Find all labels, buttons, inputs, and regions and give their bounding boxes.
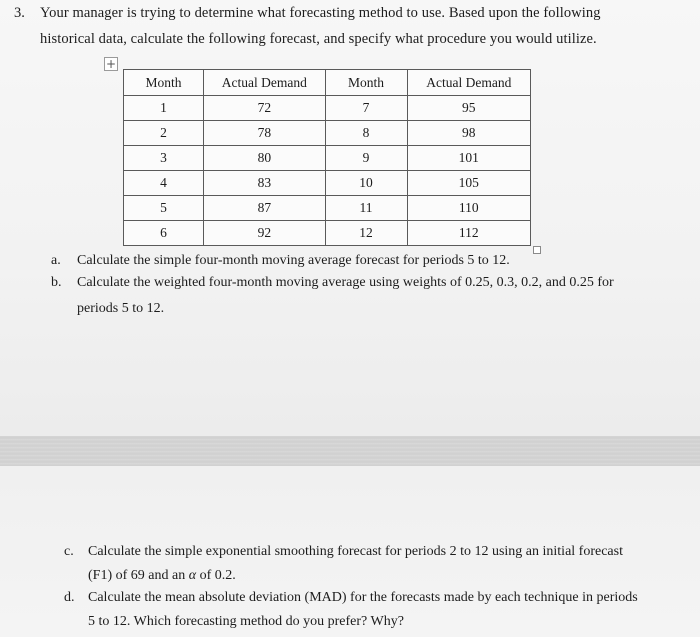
item-c-text-line1: Calculate the simple exponential smoothing forecast for periods 2 to 12 using an initial forecast: [88, 544, 623, 559]
header-actual-demand-1: Actual Demand: [204, 70, 325, 96]
item-d-label: d.: [64, 590, 75, 605]
table-cell: 6: [124, 221, 204, 246]
table-cell: 80: [204, 146, 325, 171]
table-cell: 72: [204, 96, 325, 121]
table-cell: 5: [124, 196, 204, 221]
question-text-line2: historical data, calculate the following forecast, and specify what procedure you would utilize.: [40, 31, 597, 47]
table-cell: 87: [204, 196, 325, 221]
header-month-1: Month: [124, 70, 204, 96]
table-row: [124, 121, 531, 146]
table-cell: 98: [407, 121, 530, 146]
item-c-text-part2: of 0.2.: [196, 568, 236, 583]
table-cell: 9: [325, 146, 407, 171]
table-row: [124, 146, 531, 171]
header-actual-demand-2: Actual Demand: [407, 70, 530, 96]
table-cell: 101: [407, 146, 530, 171]
header-month-2: Month: [325, 70, 407, 96]
item-b-label: b.: [51, 275, 62, 290]
item-c-text-part1: (F1) of 69 and an: [88, 568, 189, 583]
table-cell: 78: [204, 121, 325, 146]
table-cell: 83: [204, 171, 325, 196]
item-c-label: c.: [64, 544, 74, 559]
table-row: [124, 96, 531, 121]
plus-icon: +: [105, 57, 117, 71]
table-cell: 7: [325, 96, 407, 121]
table-row: [124, 221, 531, 246]
table-row: [124, 196, 531, 221]
table-row: [124, 171, 531, 196]
table-cell: 95: [407, 96, 530, 121]
item-b-text-line2: periods 5 to 12.: [77, 301, 165, 316]
page-fold: [0, 436, 700, 466]
table-header-row: [124, 70, 531, 96]
item-c-text-line2: [88, 568, 236, 584]
item-a-text: Calculate the simple four-month moving average forecast for periods 5 to 12.: [77, 253, 510, 268]
table-cell: 105: [407, 171, 530, 196]
table-cell: 112: [407, 221, 530, 246]
item-d-text-line2: 5 to 12. Which forecasting method do you prefer? Why?: [88, 614, 404, 629]
table-resize-handle[interactable]: [533, 246, 541, 254]
item-d-text-line1: Calculate the mean absolute deviation (MAD) for the forecasts made by each technique in periods: [88, 590, 638, 605]
table-cell: 1: [124, 96, 204, 121]
item-a-label: a.: [51, 253, 61, 268]
alpha-symbol: α: [188, 568, 197, 583]
table-cell: 4: [124, 171, 204, 196]
table-cell: 110: [407, 196, 530, 221]
question-number: 3.: [14, 5, 25, 21]
table-cell: 2: [124, 121, 204, 146]
item-b-text-line1: Calculate the weighted four-month moving average using weights of 0.25, 0.3, 0.2, and 0.25 for: [77, 275, 614, 290]
demand-table: [123, 69, 531, 246]
table-cell: 11: [325, 196, 407, 221]
table-cell: 12: [325, 221, 407, 246]
table-cell: 8: [325, 121, 407, 146]
table-cell: 3: [124, 146, 204, 171]
table-cell: 10: [325, 171, 407, 196]
table-expand-handle[interactable]: [104, 57, 118, 71]
table-cell: 92: [204, 221, 325, 246]
question-text-line1: Your manager is trying to determine what forecasting method to use. Based upon the following: [40, 5, 601, 21]
